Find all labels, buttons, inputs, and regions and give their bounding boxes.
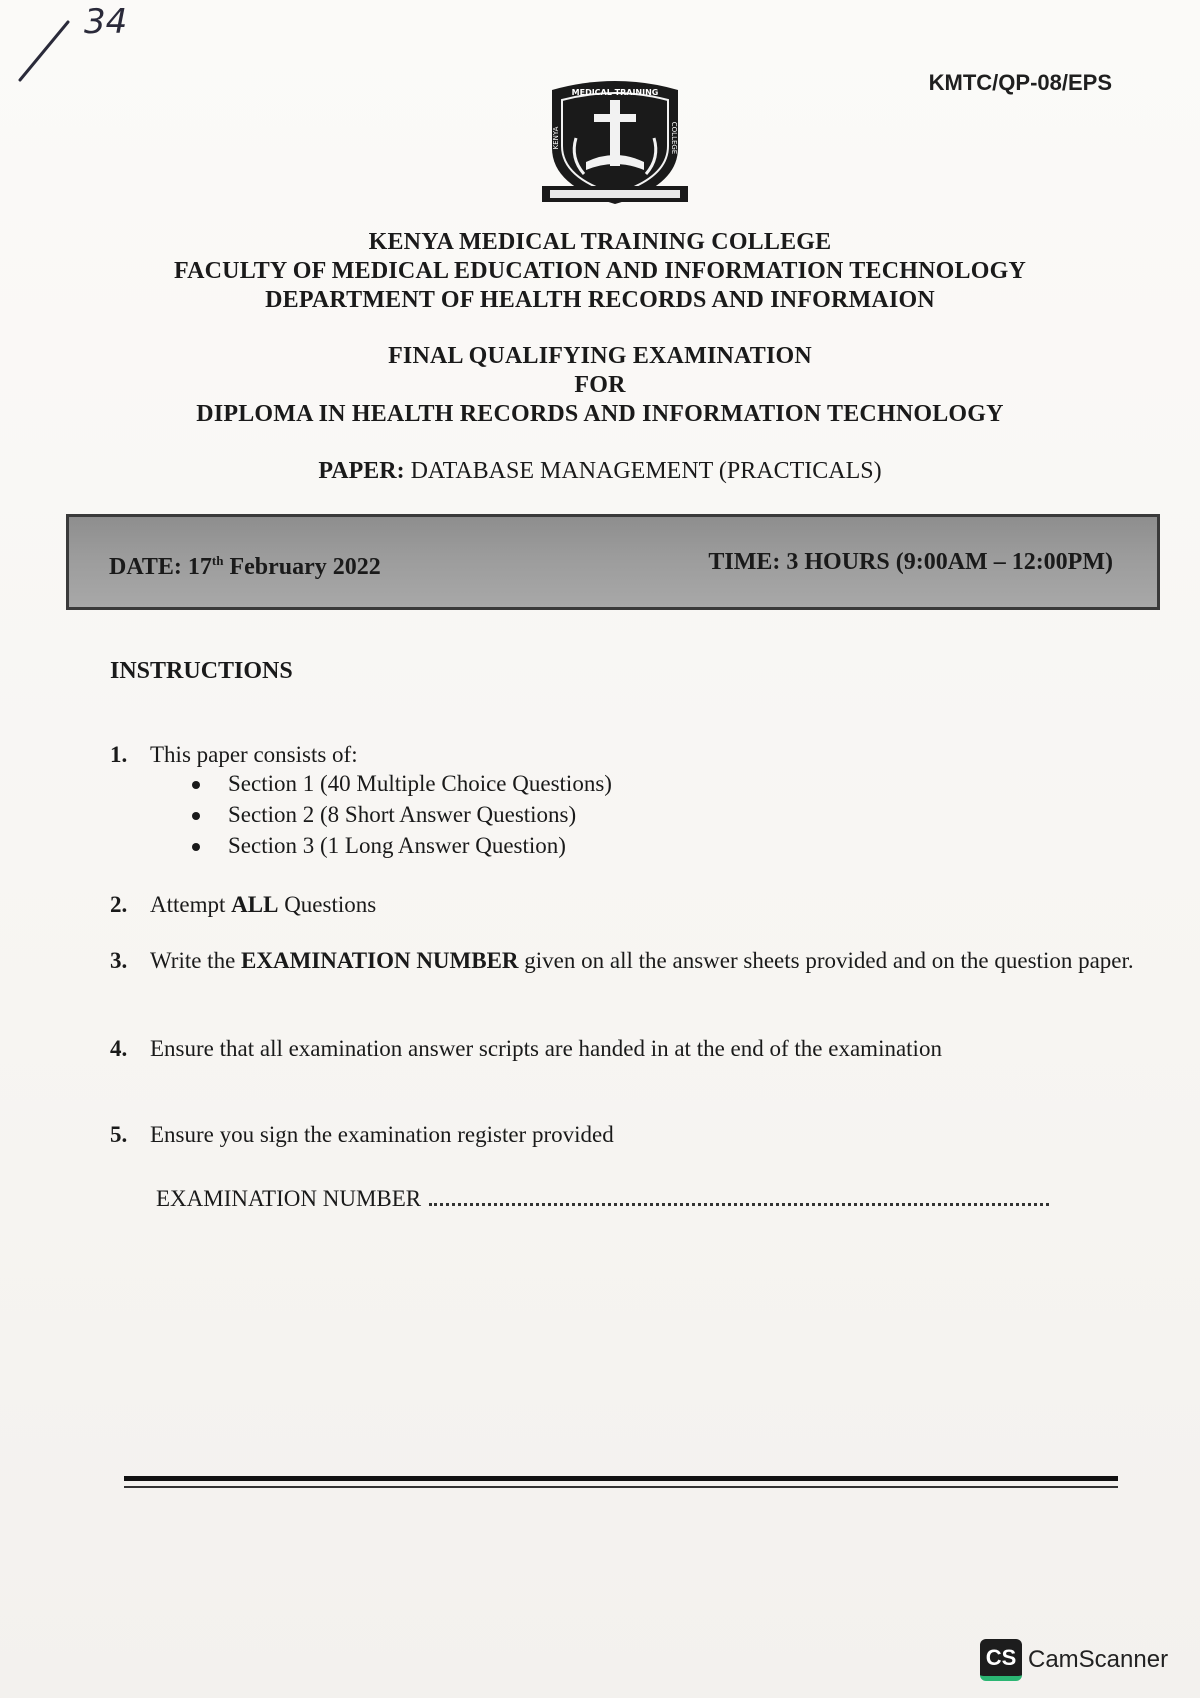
document-code: KMTC/QP-08/EPS — [928, 70, 1112, 95]
handwritten-score: 34 — [84, 2, 128, 42]
section-list-item: Section 3 (1 Long Answer Question) — [188, 830, 612, 861]
crest-banner-text: MEDICAL TRAINING — [571, 88, 659, 97]
section-list-item: Section 2 (8 Short Answer Questions) — [188, 799, 612, 830]
date-time-band — [66, 514, 1160, 610]
paper-name: DATABASE MANAGEMENT (PRACTICALS) — [410, 458, 882, 484]
instruction-item-4: 4. Ensure that all examination answer scripts are handed in at the end of the examination — [110, 1036, 942, 1061]
faculty-name: FACULTY OF MEDICAL EDUCATION AND INFORMATION TECHNOLOGY — [174, 258, 1026, 284]
exam-time: TIME: 3 HOURS (9:00AM – 12:00PM) — [708, 549, 1113, 575]
instruction-item-3: 3. Write the EXAMINATION NUMBER given on all the answer sheets provided and on the question paper. — [110, 948, 1134, 973]
camscanner-logo-icon: CS — [980, 1639, 1022, 1681]
paper-label: PAPER: — [318, 458, 405, 484]
exam-header — [0, 342, 1200, 429]
programme-name: DIPLOMA IN HEALTH RECORDS AND INFORMATION TECHNOLOGY — [196, 401, 1004, 427]
section-list-item: Section 1 (40 Multiple Choice Questions) — [188, 768, 612, 799]
crest-right-text: COLLEGE — [670, 121, 678, 155]
examination-number-field[interactable] — [156, 1186, 1049, 1212]
bottom-rule — [124, 1476, 1118, 1481]
crest-left-text: KENYA — [552, 126, 560, 150]
institution-header — [0, 228, 1200, 315]
exam-title: FINAL QUALIFYING EXAMINATION — [388, 343, 812, 369]
institution-name: KENYA MEDICAL TRAINING COLLEGE — [368, 229, 832, 255]
exam-date: DATE: 17th February 2022 — [109, 553, 381, 580]
paper-line — [0, 458, 1200, 485]
examination-number-blank[interactable] — [429, 1203, 1049, 1206]
camscanner-watermark — [980, 1638, 1168, 1682]
department-name: DEPARTMENT OF HEALTH RECORDS AND INFORMAION — [265, 287, 935, 313]
exam-for: FOR — [574, 372, 626, 398]
examination-number-label: EXAMINATION NUMBER — [156, 1186, 422, 1211]
bottom-rule-thin — [124, 1486, 1118, 1488]
instruction-item-1: 1. This paper consists of: — [110, 742, 358, 767]
instruction-item-5: 5. Ensure you sign the examination register provided — [110, 1122, 614, 1147]
college-crest-icon — [540, 78, 690, 208]
camscanner-text: CamScanner — [1028, 1646, 1169, 1673]
instructions-title: INSTRUCTIONS — [110, 658, 293, 684]
section-list — [188, 768, 612, 861]
instruction-item-2: 2. Attempt ALL Questions — [110, 892, 377, 917]
